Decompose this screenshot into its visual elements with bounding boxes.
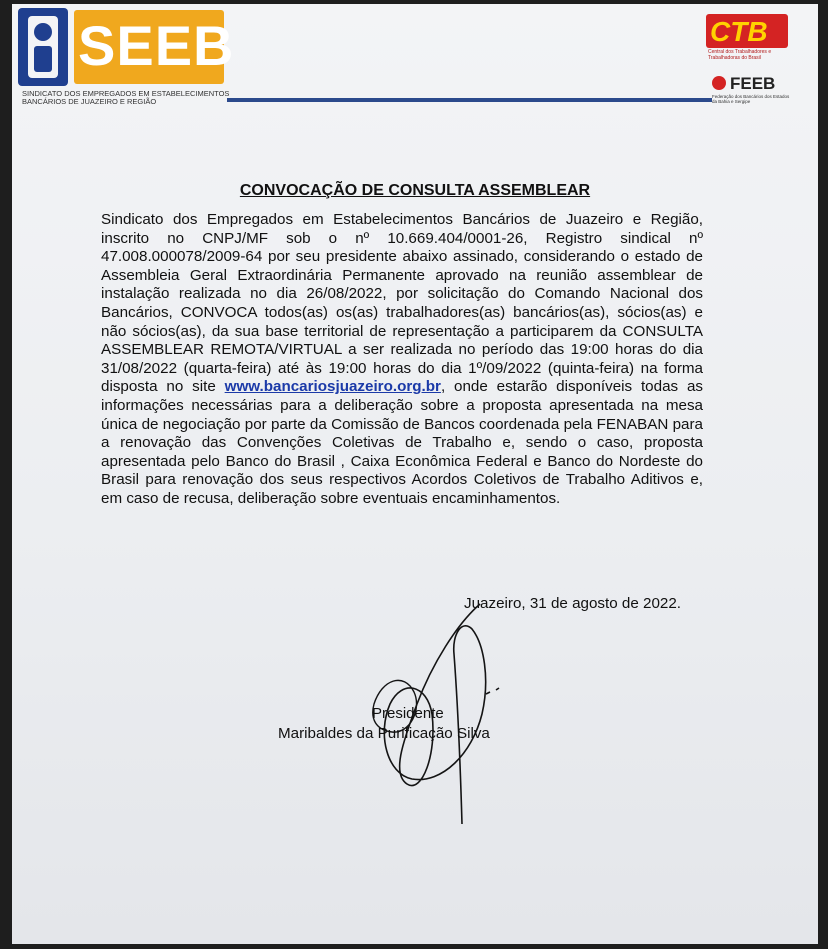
body-text-part-1: Sindicato dos Empregados em Estabelecimentos Bancários de Juazeiro e Região, inscrito no CNPJ/MF sob o nº 10.669.404/0001-26, Registro sindical nº 47.008.000078/2009-64 por seu presidente abaixo assinado, considerando o estado de Assembleia Geral Extraordinária Permanente aprovado na reunião assemblear de instalação realizada no dia 26/08/2022, por solicitação do Comando Nacional dos Bancários, CONVOCA todos(as) os(as) trabalhadores(as) bancários(as), sócios(as) e não sócios(as), da sua base territorial de representação a participarem da CONSULTA ASSEMBLEAR REMOTA/VIRTUAL a ser realizada no período das 19:00 horas do dia 31/08/2022 (quarta-feira) até às 19:00 horas do dia 1º/09/2022 (quinta-feira) na forma disposta no site: [101, 211, 703, 396]
seeb-emblem-icon: [18, 8, 68, 86]
document-page: [12, 4, 818, 944]
body-text-part-2: , onde estarão disponíveis todas as informações necessárias para a deliberação sobre a proposta apresentada na mesa única de negociação por parte da Comissão de Bancos coordenada pela FENABAN para a renovação das Convenções Coletivas de Trabalho e, sendo o caso, proposta apresentada pelo Banco do Brasil , Caixa Econômica Federal e Banco do Nordeste do Brasil para renovação dos seus respectivos Acordos Coletivos de Trabalho Aditivos e, em caso de recusa, deliberação sobre eventuais encaminhamentos.: [101, 378, 703, 507]
ctb-logo: [706, 14, 788, 60]
header-divider: [227, 98, 712, 102]
date-line: Juazeiro, 31 de agosto de 2022.: [464, 595, 682, 612]
feeb-logo-text: FEEB: [730, 74, 776, 93]
seeb-logo-text: SEEB: [78, 14, 235, 77]
letterhead: [12, 4, 818, 124]
seeb-logo: [18, 8, 235, 108]
feeb-dot-icon: [712, 76, 726, 90]
signer-name: Maribaldes da Purificação Silva: [278, 725, 490, 742]
ctb-subtitle: Central dos Trabalhadores e Trabalhadoras do Brasil: [708, 49, 772, 61]
seeb-subtitle: SINDICATO DOS EMPREGADOS EM ESTABELECIMENTOS BANCÁRIOS DE JUAZEIRO E REGIÃO: [22, 89, 230, 106]
ctb-logo-text: CTB: [710, 16, 768, 47]
site-link[interactable]: www.bancariosjuazeiro.org.br: [224, 378, 441, 396]
signer-role: Presidente: [372, 705, 444, 722]
feeb-subtitle: Federação dos Bancários dos Estados da Bahia e Sergipe: [712, 94, 790, 104]
feeb-logo: [712, 74, 792, 106]
document-title: CONVOCAÇÃO DE CONSULTA ASSEMBLEAR: [239, 182, 591, 199]
convocation-body: [101, 211, 703, 509]
